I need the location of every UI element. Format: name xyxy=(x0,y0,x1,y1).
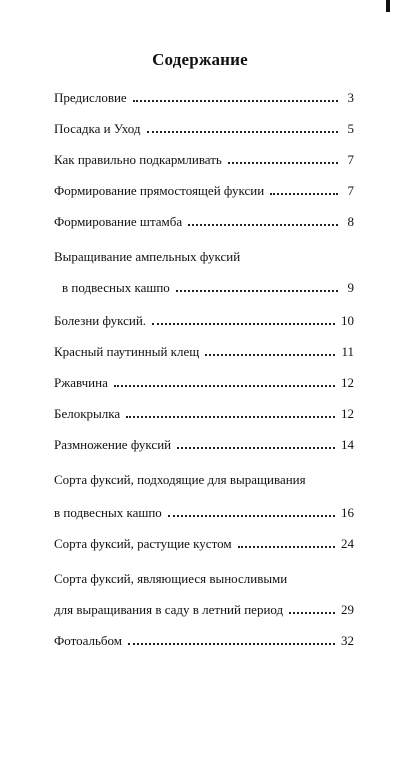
toc-leader xyxy=(205,353,335,356)
toc-entry[interactable] xyxy=(54,148,354,168)
toc-leader xyxy=(289,611,335,614)
toc-entry-title: Сорта фуксий, растущие кустом xyxy=(54,536,232,551)
toc-entry-title: в подвесных кашпо xyxy=(62,280,170,295)
toc-leader xyxy=(270,192,338,195)
toc-leader xyxy=(176,289,338,292)
toc-entry[interactable] xyxy=(54,532,354,552)
toc-entry-page: 29 xyxy=(341,602,354,617)
toc-entry-title: Формирование штамба xyxy=(54,214,183,229)
toc-entry-title: Размножение фуксий xyxy=(54,437,172,452)
toc-entry[interactable] xyxy=(54,210,354,230)
toc-leader xyxy=(177,446,335,449)
toc-entry[interactable] xyxy=(54,117,354,137)
toc-entry[interactable] xyxy=(54,309,354,329)
toc-entry[interactable] xyxy=(54,86,354,106)
toc-entry-heading[interactable] xyxy=(54,567,354,587)
toc-leader xyxy=(152,322,335,325)
toc-entry-title: Сорта фуксий, подходящие для выращивания xyxy=(54,472,306,487)
toc-entry-page: 14 xyxy=(341,437,354,452)
toc-leader xyxy=(128,642,335,645)
toc-entry-title: Выращивание ампельных фуксий xyxy=(54,249,241,264)
toc-leader xyxy=(228,161,338,164)
toc-entry[interactable] xyxy=(62,276,354,296)
toc-entry[interactable] xyxy=(54,402,354,422)
toc-entry-title: Ржавчина xyxy=(54,375,108,390)
toc-entry-title: Красный паутинный клещ xyxy=(54,344,200,359)
toc-entry-title: Формирование прямостоящей фуксии xyxy=(54,183,265,198)
toc-entry-title: в подвесных кашпо xyxy=(54,505,162,520)
toc-leader xyxy=(238,545,335,548)
scan-mark xyxy=(386,0,390,12)
toc-leader xyxy=(126,415,335,418)
toc-entry-title: Болезни фуксий. xyxy=(54,313,147,328)
toc-entry-title: Белокрылка xyxy=(54,406,121,421)
toc-entry-page: 12 xyxy=(341,375,354,390)
toc-entry-page: 7 xyxy=(347,152,354,167)
toc-entry-page: 5 xyxy=(347,121,354,136)
toc-entry-title: Посадка и Уход xyxy=(54,121,141,136)
toc-entry-heading[interactable] xyxy=(54,245,354,265)
toc-entry-page: 9 xyxy=(347,280,354,295)
toc-entry[interactable] xyxy=(54,501,354,521)
toc-entry-page: 11 xyxy=(341,344,354,359)
toc-entry[interactable] xyxy=(54,179,354,199)
toc-entry-page: 24 xyxy=(341,536,354,551)
toc-entry-page: 8 xyxy=(347,214,354,229)
toc-entry-title: Сорта фуксий, являющиеся выносливыми xyxy=(54,571,288,586)
page-title: Содержание xyxy=(152,50,248,69)
toc-entry[interactable] xyxy=(54,433,354,453)
toc-leader xyxy=(188,223,338,226)
toc-entry-page: 10 xyxy=(341,313,354,328)
toc-leader xyxy=(168,514,335,517)
toc-entry[interactable] xyxy=(54,371,354,391)
toc-entry-page: 7 xyxy=(347,183,354,198)
toc-leader xyxy=(133,99,338,102)
toc-entry-title: Фотоальбом xyxy=(54,633,123,648)
toc-entry-page: 12 xyxy=(341,406,354,421)
toc-leader xyxy=(114,384,335,387)
toc-entry[interactable] xyxy=(54,340,354,360)
toc-entry[interactable] xyxy=(54,598,354,618)
toc-entry-title: Предисловие xyxy=(54,90,127,105)
toc-entry[interactable] xyxy=(54,629,354,649)
toc-entry-page: 32 xyxy=(341,633,354,648)
toc-entry-page: 3 xyxy=(347,90,354,105)
toc-entry-page: 16 xyxy=(341,505,354,520)
toc-leader xyxy=(147,130,338,133)
toc-entry-title: для выращивания в саду в летний период xyxy=(54,602,284,617)
toc-entry-title: Как правильно подкармливать xyxy=(54,152,222,167)
toc-entry-heading[interactable] xyxy=(54,468,354,488)
